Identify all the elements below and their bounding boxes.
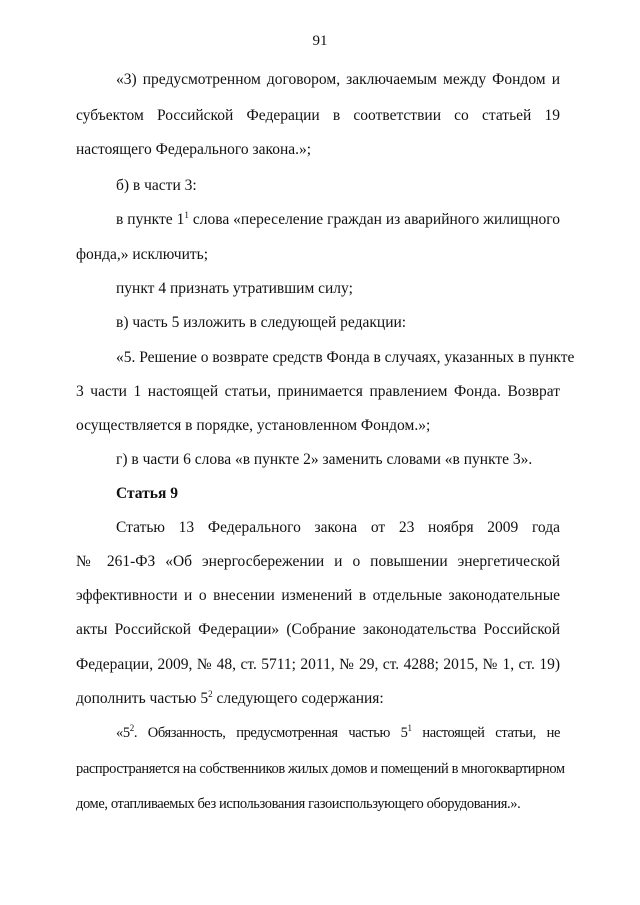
text-line: Статью 13 Федерального закона от 23 ноября 2009 года <box>116 519 560 536</box>
text-line: «3) предусмотренном договором, заключаемым между Фондом и <box>116 71 560 88</box>
superscript: 2 <box>208 689 213 699</box>
text-line <box>76 689 384 709</box>
text-fragment: слова «переселение граждан из аварийного жилищного <box>188 211 560 228</box>
superscript: 1 <box>407 723 412 733</box>
article-heading: Статья 9 <box>116 485 178 502</box>
text-line: «5. Решение о возврате средств Фонда в случаях, указанных в пункте <box>116 349 575 366</box>
text-line <box>116 723 560 743</box>
text-line: фонда,» исключить; <box>76 246 209 263</box>
text-fragment: «5 <box>116 725 130 741</box>
text-fragment: . Обязанность, предусмотренная частью 5 <box>133 725 408 741</box>
text-line: в) часть 5 изложить в следующей редакции: <box>116 314 407 331</box>
text-line: доме, отапливаемых без использования газоиспользующего оборудования.». <box>76 796 521 812</box>
text-fragment: следующего содержания: <box>212 690 384 707</box>
text-line: № 261-ФЗ «Об энергосбережении и о повышении энергетической <box>76 553 560 570</box>
text-line: субъектом Российской Федерации в соответствии со статьей 19 <box>76 107 560 124</box>
text-line: распространяется на собственников жилых домов и помещений в многоквартирном <box>76 761 565 777</box>
superscript: 1 <box>184 210 189 220</box>
text-line: 3 части 1 настоящей статьи, принимается правлением Фонда. Возврат <box>76 383 560 400</box>
text-line: эффективности и о внесении изменений в отдельные законодательные <box>76 587 560 604</box>
superscript: 2 <box>129 723 134 733</box>
page-number: 91 <box>312 33 328 49</box>
text-line: б) в части 3: <box>116 177 197 194</box>
text-line <box>116 210 560 230</box>
text-fragment: настоящей статьи, не <box>411 725 560 741</box>
text-line: осуществляется в порядке, установленном Фондом.»; <box>76 417 431 434</box>
text-line: настоящего Федерального закона.»; <box>76 141 312 158</box>
text-fragment: в пункте 1 <box>116 211 185 228</box>
text-line: пункт 4 признать утратившим силу; <box>116 280 353 297</box>
text-line: Федерации, 2009, № 48, ст. 5711; 2011, № 29, ст. 4288; 2015, № 1, ст. 19) <box>76 656 560 673</box>
text-fragment: дополнить частью 5 <box>76 690 209 707</box>
text-line: акты Российской Федерации» (Собрание законодательства Российской <box>76 621 560 638</box>
text-line: г) в части 6 слова «в пункте 2» заменить словами «в пункте 3». <box>116 451 533 468</box>
